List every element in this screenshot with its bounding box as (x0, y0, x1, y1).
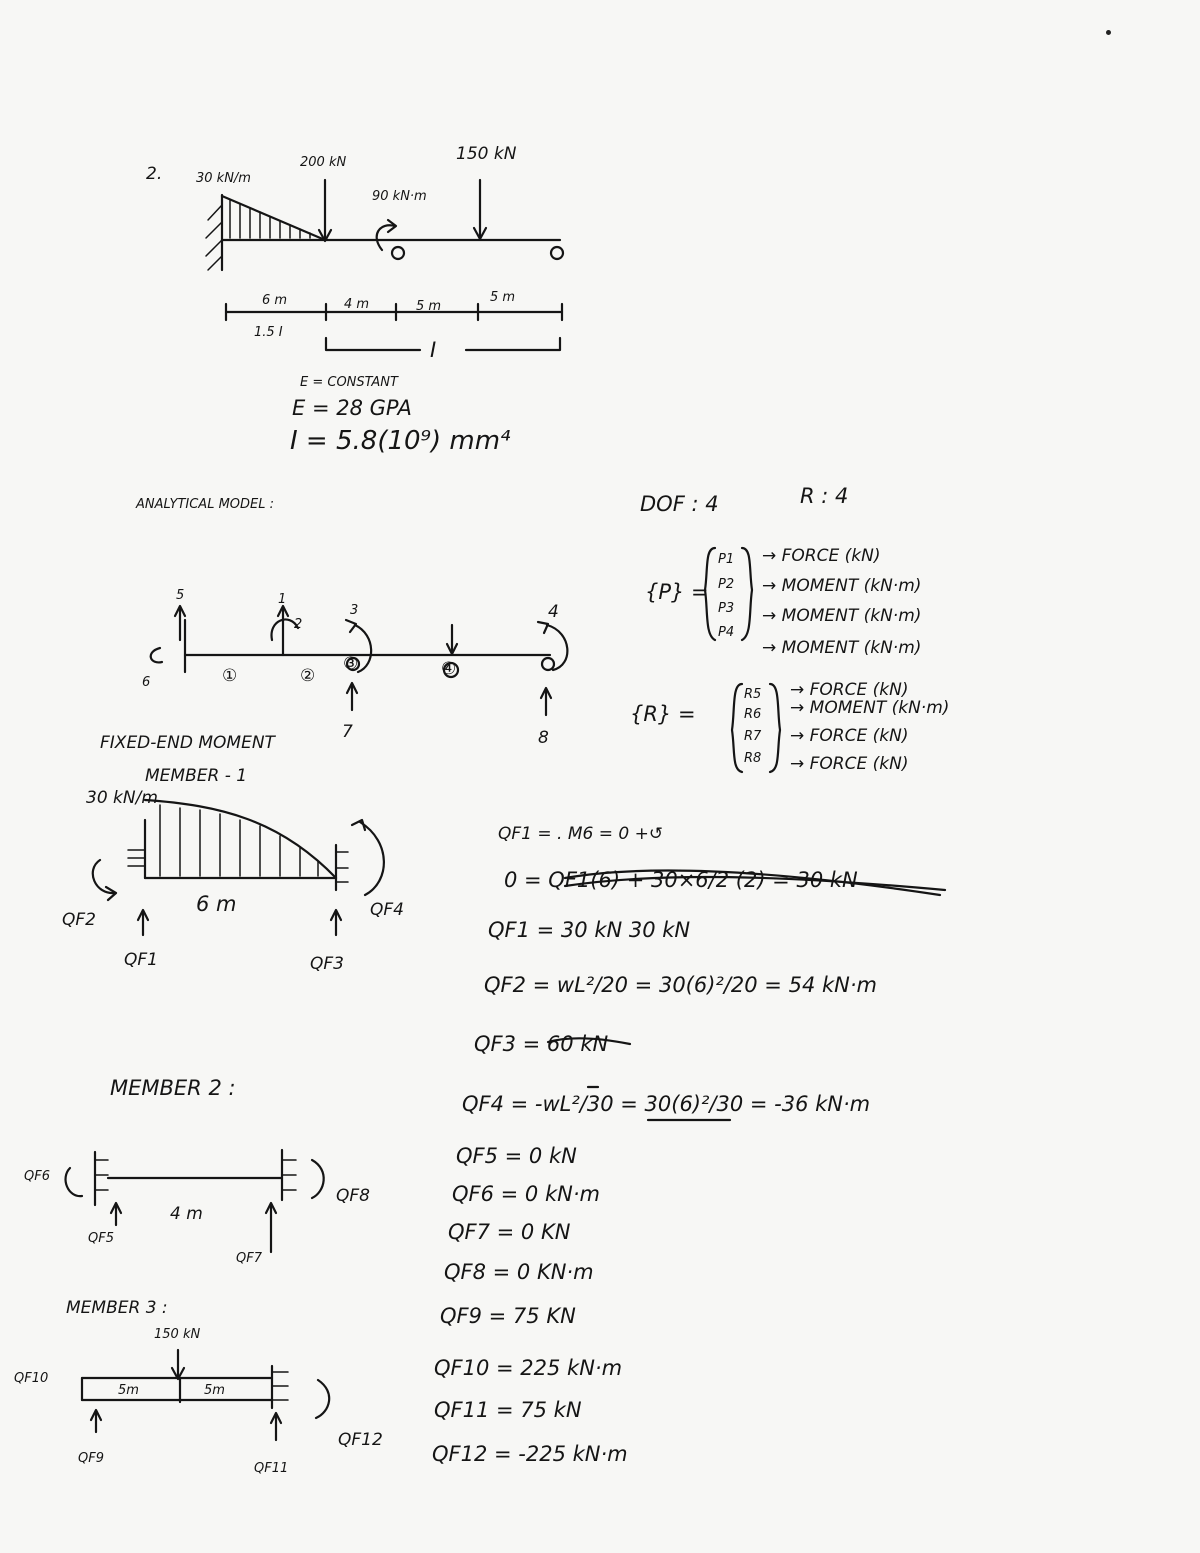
fixed-end-label: QF2 (62, 910, 96, 930)
calc-line: QF10 = 225 kN·m (434, 1356, 623, 1380)
r-row-symbol: R7 (744, 729, 762, 744)
fixed-end-label: QF4 (370, 900, 404, 920)
r-row-symbol: R8 (744, 751, 762, 766)
coord-label: 3 (350, 603, 359, 618)
problem-number: 2. (146, 164, 163, 184)
calc-line: QF5 = 0 kN (456, 1144, 577, 1168)
member-number: ④ (441, 659, 457, 679)
r-count: R : 4 (800, 484, 849, 508)
member3-seg1: 5m (118, 1383, 139, 1398)
load-200-label: 200 kN (300, 155, 347, 170)
member2-heading: MEMBER 2 : (110, 1076, 236, 1100)
member3-load-label: 150 kN (154, 1327, 201, 1342)
calc-line: QF12 = -225 kN·m (432, 1442, 628, 1466)
fixed-end-label: QF11 (254, 1461, 289, 1476)
member3-seg2: 5m (204, 1383, 225, 1398)
member2-length: 4 m (170, 1204, 203, 1224)
calc-line: QF11 = 75 kN (434, 1398, 582, 1422)
fixed-end-label: QF9 (78, 1451, 104, 1466)
r-row-symbol: R5 (744, 687, 762, 702)
span4-label: 5 m (490, 290, 516, 305)
calc-line: QF3 = 60 kN (474, 1032, 609, 1056)
member1-diagram (93, 800, 384, 935)
udl-label: 30 kN/m (196, 171, 251, 186)
member-number: ① (222, 666, 238, 686)
fixed-end-label: QF10 (14, 1371, 49, 1386)
p-row-desc: → MOMENT (kN·m) (762, 638, 922, 658)
span1-label: 6 m (262, 293, 288, 308)
member1-heading: MEMBER - 1 (145, 766, 248, 786)
r-row-desc: → MOMENT (kN·m) (790, 698, 950, 718)
fixed-end-label: QF6 (24, 1169, 50, 1184)
member-number: ③ (343, 654, 359, 674)
member1-length: 6 m (196, 892, 237, 916)
span2-label: 4 m (344, 297, 370, 312)
coord-label: 7 (342, 722, 353, 742)
load-150-label: 150 kN (456, 144, 517, 164)
member1-load-label: 30 kN/m (86, 788, 158, 808)
coord-label: 2 (294, 617, 303, 632)
calc-line: QF1 = 30 kN 30 kN (488, 918, 691, 942)
calc-line: 0 = QF1(6) + 30×6/2 (2) = 30 kN (504, 868, 858, 892)
calc-line: QF9 = 75 KN (440, 1304, 576, 1328)
r-row-desc: → FORCE (kN) (790, 754, 909, 774)
p-row-desc: → MOMENT (kN·m) (762, 576, 922, 596)
span3-label: 5 m (416, 299, 442, 314)
fixed-end-label: QF5 (88, 1231, 114, 1246)
fixed-end-label: QF3 (310, 954, 344, 974)
p-row-symbol: P3 (718, 601, 735, 616)
calc-line: QF2 = wL²/20 = 30(6)²/20 = 54 kN·m (484, 973, 877, 997)
coord-label: 6 (142, 675, 151, 690)
r-row-desc: → FORCE (kN) (790, 680, 909, 700)
r-vector-label: {R} = (630, 702, 696, 726)
coord-label: 5 (176, 588, 185, 603)
r-row-symbol: R6 (744, 707, 762, 722)
coord-label: 1 (278, 592, 287, 607)
analytical-model-heading: ANALYTICAL MODEL : (136, 497, 274, 512)
fixed-end-label: QF8 (336, 1186, 370, 1206)
coord-label: 8 (538, 728, 549, 748)
analytical-model-diagram (151, 602, 568, 715)
p-row-symbol: P1 (718, 552, 735, 567)
coord-label: 4 (548, 602, 559, 622)
calc-line: QF6 = 0 kN·m (452, 1182, 600, 1206)
fixed-end-label: QF7 (236, 1251, 262, 1266)
inertia2-label: I (430, 338, 437, 362)
p-row-desc: → MOMENT (kN·m) (762, 606, 922, 626)
i-value: I = 5.8(10⁹) mm⁴ (290, 426, 511, 456)
e-value: E = 28 GPA (292, 396, 412, 420)
p-row-desc: → FORCE (kN) (762, 546, 881, 566)
fixed-end-label: QF1 (124, 950, 158, 970)
inertia1-label: 1.5 I (254, 325, 283, 340)
fixed-end-label: QF12 (338, 1430, 383, 1450)
calc-line: QF1 = . M6 = 0 +↺ (498, 824, 664, 844)
calc-line: QF7 = 0 KN (448, 1220, 571, 1244)
p-row-symbol: P4 (718, 625, 735, 640)
calc-line: QF8 = 0 KN·m (444, 1260, 594, 1284)
moment-label: 90 kN·m (372, 189, 427, 204)
p-row-symbol: P2 (718, 577, 735, 592)
member3-heading: MEMBER 3 : (66, 1298, 168, 1318)
r-row-desc: → FORCE (kN) (790, 726, 909, 746)
e-constant: E = CONSTANT (300, 375, 398, 390)
calc-line: QF4 = -wL²/30 = 30(6)²/30 = -36 kN·m (462, 1092, 871, 1116)
fixed-end-heading: FIXED-END MOMENT (100, 733, 275, 753)
dof-count: DOF : 4 (640, 492, 719, 516)
member-number: ② (300, 666, 316, 686)
p-vector-label: {P} = (645, 580, 709, 604)
